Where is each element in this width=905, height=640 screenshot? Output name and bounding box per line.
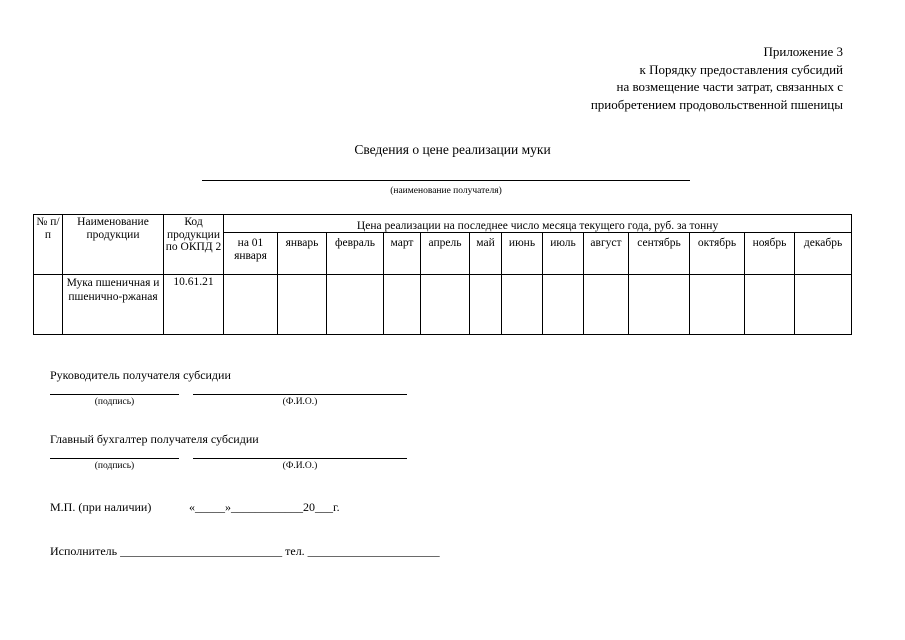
- accountant-fio-line[interactable]: [193, 458, 407, 459]
- header-month: октябрь: [690, 233, 745, 275]
- head-fio-line[interactable]: [193, 394, 407, 395]
- header-month: апрель: [421, 233, 470, 275]
- price-table: [33, 214, 852, 335]
- appendix-line-4: приобретением продовольственной пшеницы: [590, 96, 843, 112]
- header-month: июнь: [502, 233, 543, 275]
- header-price: Цена реализации на последнее число месяца текущего года, руб. за тонну: [224, 215, 852, 233]
- header-month: сентябрь: [629, 233, 690, 275]
- recipient-caption: (наименование получателя): [390, 186, 502, 196]
- cell-price[interactable]: [278, 275, 327, 335]
- header-month: март: [384, 233, 421, 275]
- header-okpd-code: Код продукции по ОКПД 2: [164, 215, 224, 275]
- cell-price[interactable]: [384, 275, 421, 335]
- accountant-sign-line[interactable]: [50, 458, 179, 459]
- cell-product-name: Мука пшеничная и пшенично-ржаная: [63, 275, 164, 335]
- appendix-line-1: Приложение 3: [763, 44, 843, 59]
- header-month: август: [584, 233, 629, 275]
- header-num: № п/п: [34, 215, 63, 275]
- stamp-label: М.П. (при наличии): [50, 500, 152, 514]
- executor-line[interactable]: Исполнитель ___________________________ тел. ______________________: [50, 544, 440, 558]
- accountant-sign-caption: (подпись): [94, 461, 135, 471]
- cell-price[interactable]: [543, 275, 584, 335]
- header-month: декабрь: [795, 233, 852, 275]
- cell-price[interactable]: [795, 275, 852, 335]
- appendix-line-3: на возмещение части затрат, связанных с: [616, 79, 843, 94]
- cell-price[interactable]: [502, 275, 543, 335]
- cell-price[interactable]: [224, 275, 278, 335]
- document-title: Сведения о цене реализации муки: [354, 142, 551, 157]
- header-month: май: [470, 233, 502, 275]
- cell-price[interactable]: [327, 275, 384, 335]
- date-field[interactable]: «_____»____________20___г.: [189, 500, 340, 514]
- cell-okpd-code: 10.61.21: [164, 275, 224, 335]
- head-label: Руководитель получателя субсидии: [50, 368, 231, 382]
- cell-price[interactable]: [690, 275, 745, 335]
- table-row: [34, 275, 852, 335]
- accountant-fio-caption: (Ф.И.О.): [282, 461, 318, 471]
- head-sign-line[interactable]: [50, 394, 179, 395]
- accountant-label: Главный бухгалтер получателя субсидии: [50, 432, 259, 446]
- header-product-name: Наименование продукции: [63, 215, 164, 275]
- appendix-block: [591, 43, 843, 113]
- header-month: ноябрь: [745, 233, 795, 275]
- recipient-name-line: [202, 180, 690, 181]
- head-fio-caption: (Ф.И.О.): [282, 397, 318, 407]
- appendix-line-2: к Порядку предоставления субсидий: [639, 61, 843, 77]
- head-sign-caption: (подпись): [94, 397, 135, 407]
- cell-price[interactable]: [745, 275, 795, 335]
- cell-price[interactable]: [421, 275, 470, 335]
- header-month: июль: [543, 233, 584, 275]
- cell-price[interactable]: [629, 275, 690, 335]
- cell-num[interactable]: [34, 275, 63, 335]
- header-month: февраль: [327, 233, 384, 275]
- cell-price[interactable]: [470, 275, 502, 335]
- header-month: январь: [278, 233, 327, 275]
- header-month: на 01 января: [224, 233, 278, 275]
- cell-price[interactable]: [584, 275, 629, 335]
